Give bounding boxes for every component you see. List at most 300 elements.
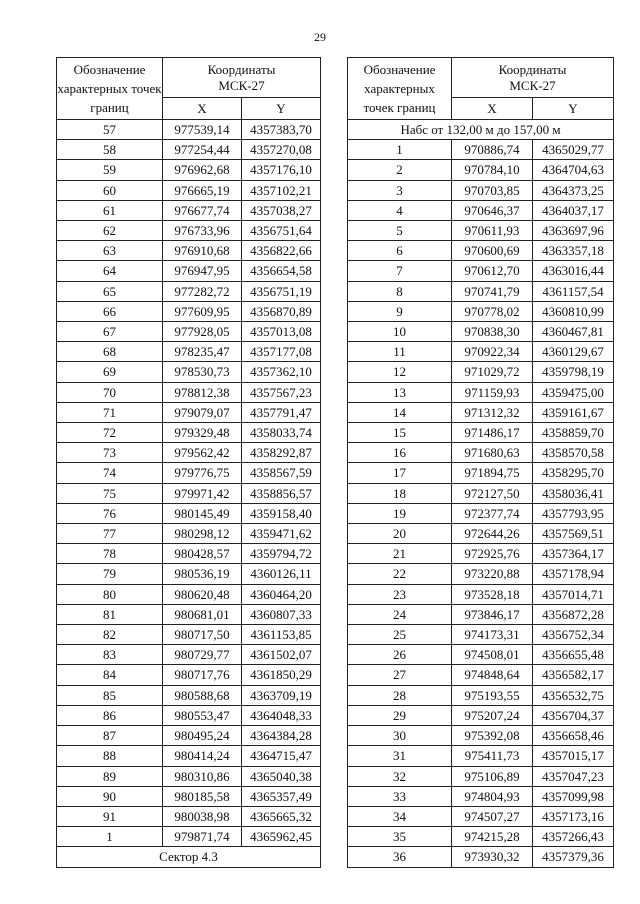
point-id-cell: 14 [348, 402, 452, 422]
table-row [348, 261, 614, 281]
table-row [57, 322, 321, 342]
x-cell: 977254,44 [163, 140, 242, 160]
x-cell: 973930,32 [452, 847, 533, 867]
table-row [348, 160, 614, 180]
x-cell: 972644,26 [452, 524, 533, 544]
y-cell: 4364037,17 [533, 200, 614, 220]
left-coordinates-table [56, 57, 321, 868]
point-id-cell: 64 [57, 261, 163, 281]
x-cell: 975207,24 [452, 705, 533, 725]
x-cell: 976733,96 [163, 221, 242, 241]
x-cell: 980729,77 [163, 645, 242, 665]
table-row [57, 200, 321, 220]
y-cell: 4356654,58 [242, 261, 321, 281]
x-cell: 970703,85 [452, 180, 533, 200]
y-cell: 4358033,74 [242, 423, 321, 443]
point-id-cell: 63 [57, 241, 163, 261]
table-row [348, 281, 614, 301]
y-cell: 4357178,94 [533, 564, 614, 584]
table-row [57, 746, 321, 766]
y-cell: 4359471,62 [242, 524, 321, 544]
x-cell: 972925,76 [452, 544, 533, 564]
table-row [348, 705, 614, 725]
x-cell: 972377,74 [452, 503, 533, 523]
x-cell: 971029,72 [452, 362, 533, 382]
table-row [348, 463, 614, 483]
y-cell: 4363709,19 [242, 685, 321, 705]
table-footer-row [57, 847, 321, 867]
x-cell: 980620,48 [163, 584, 242, 604]
x-cell: 980588,68 [163, 685, 242, 705]
point-id-cell: 89 [57, 766, 163, 786]
point-id-cell: 90 [57, 786, 163, 806]
point-designation-header: Обозначение характерных точек границ [348, 58, 452, 120]
x-cell: 974215,28 [452, 827, 533, 847]
table-row [57, 766, 321, 786]
point-id-cell: 19 [348, 503, 452, 523]
y-header: Y [533, 98, 614, 120]
table-row [57, 524, 321, 544]
y-cell: 4358570,58 [533, 443, 614, 463]
y-cell: 4360126,11 [242, 564, 321, 584]
point-id-cell: 1 [348, 140, 452, 160]
x-cell: 978812,38 [163, 382, 242, 402]
y-cell: 4364373,25 [533, 180, 614, 200]
coordinate-system: МСК-27 [509, 77, 556, 93]
y-cell: 4357013,08 [242, 322, 321, 342]
x-cell: 976665,19 [163, 180, 242, 200]
point-id-cell: 34 [348, 806, 452, 826]
point-id-cell: 61 [57, 200, 163, 220]
x-cell: 975411,73 [452, 746, 533, 766]
point-id-cell: 57 [57, 120, 163, 140]
point-id-cell: 81 [57, 604, 163, 624]
y-cell: 4356704,37 [533, 705, 614, 725]
right-coordinates-table [347, 57, 614, 868]
table-row [57, 140, 321, 160]
point-id-cell: 35 [348, 827, 452, 847]
x-cell: 980495,24 [163, 726, 242, 746]
point-id-cell: 16 [348, 443, 452, 463]
y-cell: 4358295,70 [533, 463, 614, 483]
y-cell: 4357015,17 [533, 746, 614, 766]
coordinates-title: Координаты [207, 61, 276, 77]
table-row [348, 766, 614, 786]
table-row [57, 281, 321, 301]
y-cell: 4357362,10 [242, 362, 321, 382]
x-header: X [163, 98, 242, 120]
point-id-cell: 13 [348, 382, 452, 402]
x-cell: 970612,70 [452, 261, 533, 281]
table-row [348, 200, 614, 220]
table-row [348, 140, 614, 160]
table-row [348, 241, 614, 261]
coordinate-system: МСК-27 [218, 77, 265, 93]
table-row [348, 746, 614, 766]
point-id-cell: 86 [57, 705, 163, 725]
table-row [57, 180, 321, 200]
table-row [348, 180, 614, 200]
point-id-cell: 3 [348, 180, 452, 200]
point-id-cell: 2 [348, 160, 452, 180]
y-cell: 4356751,19 [242, 281, 321, 301]
table-row [348, 483, 614, 503]
table-row [57, 665, 321, 685]
y-cell: 4359798,19 [533, 362, 614, 382]
table-row [57, 463, 321, 483]
table-row [348, 786, 614, 806]
x-cell: 979871,74 [163, 827, 242, 847]
x-cell: 971486,17 [452, 423, 533, 443]
x-cell: 970886,74 [452, 140, 533, 160]
y-cell: 4357793,95 [533, 503, 614, 523]
y-header: Y [242, 98, 321, 120]
point-id-cell: 17 [348, 463, 452, 483]
point-id-cell: 87 [57, 726, 163, 746]
table-row [57, 685, 321, 705]
table-row [348, 322, 614, 342]
coordinates-header [163, 58, 321, 98]
y-cell: 4356822,66 [242, 241, 321, 261]
point-id-cell: 60 [57, 180, 163, 200]
y-cell: 4358567,59 [242, 463, 321, 483]
point-id-cell: 71 [57, 402, 163, 422]
x-cell: 972127,50 [452, 483, 533, 503]
x-cell: 977609,95 [163, 301, 242, 321]
x-cell: 976947,95 [163, 261, 242, 281]
point-id-cell: 23 [348, 584, 452, 604]
point-id-cell: 11 [348, 342, 452, 362]
point-id-cell: 67 [57, 322, 163, 342]
table-row [57, 160, 321, 180]
y-cell: 4363016,44 [533, 261, 614, 281]
x-cell: 980310,86 [163, 766, 242, 786]
y-cell: 4364704,63 [533, 160, 614, 180]
y-cell: 4361153,85 [242, 625, 321, 645]
y-cell: 4357567,23 [242, 382, 321, 402]
y-cell: 4363357,18 [533, 241, 614, 261]
point-id-cell: 59 [57, 160, 163, 180]
y-cell: 4357014,71 [533, 584, 614, 604]
table-row [57, 443, 321, 463]
x-cell: 979971,42 [163, 483, 242, 503]
x-cell: 974804,93 [452, 786, 533, 806]
table-row [348, 665, 614, 685]
table-row [348, 342, 614, 362]
table-row [348, 564, 614, 584]
table-row [348, 806, 614, 826]
point-id-cell: 74 [57, 463, 163, 483]
table-row [57, 503, 321, 523]
y-cell: 4359475,00 [533, 382, 614, 402]
x-cell: 971894,75 [452, 463, 533, 483]
point-id-cell: 12 [348, 362, 452, 382]
point-id-cell: 75 [57, 483, 163, 503]
table-row [57, 645, 321, 665]
x-cell: 970838,30 [452, 322, 533, 342]
y-cell: 4357173,16 [533, 806, 614, 826]
table-row [57, 604, 321, 624]
table-row [348, 827, 614, 847]
y-cell: 4359161,67 [533, 402, 614, 422]
coordinates-header [452, 58, 614, 98]
y-cell: 4365029,77 [533, 140, 614, 160]
x-cell: 980145,49 [163, 503, 242, 523]
x-cell: 980428,57 [163, 544, 242, 564]
table-row [57, 423, 321, 443]
coordinates-title: Координаты [498, 61, 567, 77]
point-id-cell: 68 [57, 342, 163, 362]
y-cell: 4357038,27 [242, 200, 321, 220]
table-row [348, 726, 614, 746]
y-cell: 4360467,81 [533, 322, 614, 342]
x-header: X [452, 98, 533, 120]
table-row [57, 625, 321, 645]
point-id-cell: 25 [348, 625, 452, 645]
y-cell: 4360129,67 [533, 342, 614, 362]
table-row [57, 786, 321, 806]
point-id-cell: 76 [57, 503, 163, 523]
table-row [57, 301, 321, 321]
x-cell: 980038,98 [163, 806, 242, 826]
y-cell: 4364384,28 [242, 726, 321, 746]
y-cell: 4364715,47 [242, 746, 321, 766]
x-cell: 975106,89 [452, 766, 533, 786]
point-id-cell: 26 [348, 645, 452, 665]
x-cell: 977282,72 [163, 281, 242, 301]
x-cell: 978530,73 [163, 362, 242, 382]
x-cell: 970784,10 [452, 160, 533, 180]
y-cell: 4356655,48 [533, 645, 614, 665]
y-cell: 4356582,17 [533, 665, 614, 685]
x-cell: 974508,01 [452, 645, 533, 665]
point-id-cell: 80 [57, 584, 163, 604]
table-row [348, 301, 614, 321]
x-cell: 970741,79 [452, 281, 533, 301]
x-cell: 970922,34 [452, 342, 533, 362]
y-cell: 4358292,87 [242, 443, 321, 463]
x-cell: 979776,75 [163, 463, 242, 483]
point-id-cell: 29 [348, 705, 452, 725]
table-row [57, 382, 321, 402]
x-cell: 974848,64 [452, 665, 533, 685]
point-id-cell: 9 [348, 301, 452, 321]
y-cell: 4356532,75 [533, 685, 614, 705]
x-cell: 971312,32 [452, 402, 533, 422]
x-cell: 980681,01 [163, 604, 242, 624]
table-row [348, 584, 614, 604]
point-id-cell: 66 [57, 301, 163, 321]
point-id-cell: 15 [348, 423, 452, 443]
point-id-cell: 82 [57, 625, 163, 645]
x-cell: 979562,42 [163, 443, 242, 463]
y-cell: 4357176,10 [242, 160, 321, 180]
y-cell: 4360464,20 [242, 584, 321, 604]
point-id-cell: 27 [348, 665, 452, 685]
page-number: 29 [314, 30, 326, 44]
table-row [57, 806, 321, 826]
table-row [57, 342, 321, 362]
x-cell: 980553,47 [163, 705, 242, 725]
point-id-cell: 36 [348, 847, 452, 867]
table-row [348, 625, 614, 645]
point-id-cell: 32 [348, 766, 452, 786]
y-cell: 4356752,34 [533, 625, 614, 645]
y-cell: 4356658,46 [533, 726, 614, 746]
table-row [57, 564, 321, 584]
y-cell: 4365665,32 [242, 806, 321, 826]
section-title: Набс от 132,00 м до 157,00 м [348, 120, 614, 140]
y-cell: 4360807,33 [242, 604, 321, 624]
x-cell: 973528,18 [452, 584, 533, 604]
point-id-cell: 79 [57, 564, 163, 584]
table-row [57, 402, 321, 422]
table-row [348, 402, 614, 422]
table-row [348, 847, 614, 867]
x-cell: 980536,19 [163, 564, 242, 584]
point-id-cell: 28 [348, 685, 452, 705]
point-id-cell: 1 [57, 827, 163, 847]
table-row [348, 382, 614, 402]
y-cell: 4359794,72 [242, 544, 321, 564]
table-row [57, 221, 321, 241]
point-id-cell: 85 [57, 685, 163, 705]
point-id-cell: 20 [348, 524, 452, 544]
x-cell: 980717,50 [163, 625, 242, 645]
table-row [348, 443, 614, 463]
x-cell: 980414,24 [163, 746, 242, 766]
table-row [348, 423, 614, 443]
y-cell: 4365357,49 [242, 786, 321, 806]
x-cell: 974507,27 [452, 806, 533, 826]
point-id-cell: 62 [57, 221, 163, 241]
table-row [57, 261, 321, 281]
y-cell: 4364048,33 [242, 705, 321, 725]
y-cell: 4357270,08 [242, 140, 321, 160]
x-cell: 970611,93 [452, 221, 533, 241]
y-cell: 4357569,51 [533, 524, 614, 544]
point-id-cell: 88 [57, 746, 163, 766]
point-id-cell: 70 [57, 382, 163, 402]
table-row [348, 685, 614, 705]
x-cell: 978235,47 [163, 342, 242, 362]
point-id-cell: 69 [57, 362, 163, 382]
point-id-cell: 10 [348, 322, 452, 342]
x-cell: 977539,14 [163, 120, 242, 140]
x-cell: 979329,48 [163, 423, 242, 443]
y-cell: 4358856,57 [242, 483, 321, 503]
table-row [57, 726, 321, 746]
point-id-cell: 30 [348, 726, 452, 746]
x-cell: 971680,63 [452, 443, 533, 463]
table-row [57, 827, 321, 847]
x-cell: 980185,58 [163, 786, 242, 806]
y-cell: 4357266,43 [533, 827, 614, 847]
table-row [57, 705, 321, 725]
point-id-cell: 73 [57, 443, 163, 463]
x-cell: 977928,05 [163, 322, 242, 342]
y-cell: 4358859,70 [533, 423, 614, 443]
point-id-cell: 24 [348, 604, 452, 624]
y-cell: 4357383,70 [242, 120, 321, 140]
x-cell: 980298,12 [163, 524, 242, 544]
table-row [348, 524, 614, 544]
point-id-cell: 72 [57, 423, 163, 443]
y-cell: 4361850,29 [242, 665, 321, 685]
x-cell: 975392,08 [452, 726, 533, 746]
table-row [348, 362, 614, 382]
y-cell: 4357047,23 [533, 766, 614, 786]
y-cell: 4357102,21 [242, 180, 321, 200]
y-cell: 4357099,98 [533, 786, 614, 806]
x-cell: 976910,68 [163, 241, 242, 261]
x-cell: 970646,37 [452, 200, 533, 220]
y-cell: 4356751,64 [242, 221, 321, 241]
y-cell: 4358036,41 [533, 483, 614, 503]
point-designation-header: Обозначение характерных точек границ [57, 58, 163, 120]
y-cell: 4356870,89 [242, 301, 321, 321]
y-cell: 4359158,40 [242, 503, 321, 523]
x-cell: 971159,93 [452, 382, 533, 402]
point-id-cell: 65 [57, 281, 163, 301]
point-id-cell: 5 [348, 221, 452, 241]
table-row [348, 604, 614, 624]
point-id-cell: 91 [57, 806, 163, 826]
table-row [57, 362, 321, 382]
point-id-cell: 22 [348, 564, 452, 584]
table-row [57, 241, 321, 261]
y-cell: 4357364,17 [533, 544, 614, 564]
point-id-cell: 84 [57, 665, 163, 685]
x-cell: 976677,74 [163, 200, 242, 220]
point-id-cell: 18 [348, 483, 452, 503]
table-row [348, 221, 614, 241]
x-cell: 976962,68 [163, 160, 242, 180]
table-row [57, 483, 321, 503]
y-cell: 4360810,99 [533, 301, 614, 321]
table-row [348, 544, 614, 564]
point-id-cell: 21 [348, 544, 452, 564]
point-id-cell: 83 [57, 645, 163, 665]
x-cell: 973846,17 [452, 604, 533, 624]
point-id-cell: 77 [57, 524, 163, 544]
sector-label: Сектор 4.3 [57, 847, 321, 867]
table-row [348, 645, 614, 665]
x-cell: 974173,31 [452, 625, 533, 645]
point-id-cell: 4 [348, 200, 452, 220]
y-cell: 4363697,96 [533, 221, 614, 241]
y-cell: 4357379,36 [533, 847, 614, 867]
y-cell: 4356872,28 [533, 604, 614, 624]
x-cell: 970778,02 [452, 301, 533, 321]
point-id-cell: 58 [57, 140, 163, 160]
x-cell: 975193,55 [452, 685, 533, 705]
x-cell: 970600,69 [452, 241, 533, 261]
table-row [348, 503, 614, 523]
x-cell: 973220,88 [452, 564, 533, 584]
point-id-cell: 31 [348, 746, 452, 766]
table-row [57, 544, 321, 564]
y-cell: 4365962,45 [242, 827, 321, 847]
point-id-cell: 7 [348, 261, 452, 281]
y-cell: 4365040,38 [242, 766, 321, 786]
point-id-cell: 33 [348, 786, 452, 806]
table-row [57, 120, 321, 140]
y-cell: 4357177,08 [242, 342, 321, 362]
x-cell: 979079,07 [163, 402, 242, 422]
point-id-cell: 8 [348, 281, 452, 301]
point-id-cell: 78 [57, 544, 163, 564]
